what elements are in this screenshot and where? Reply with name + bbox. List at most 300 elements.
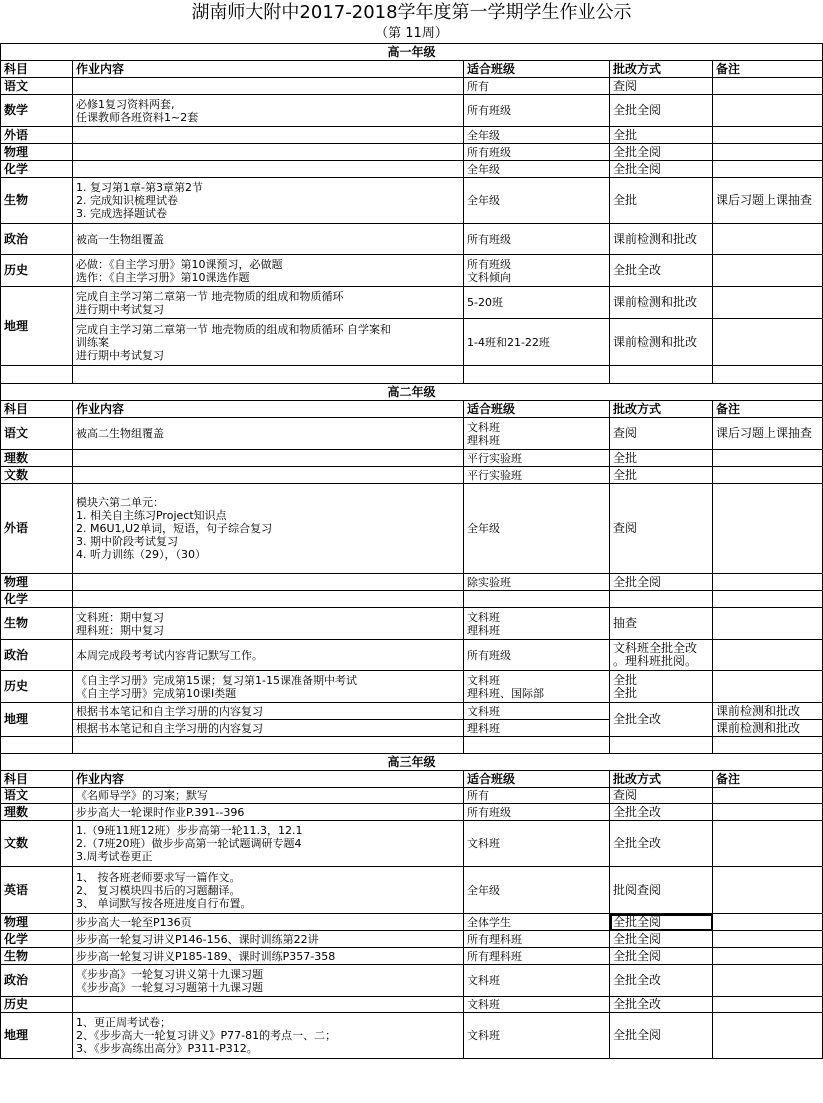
subject-cell-line: 生物 xyxy=(4,948,29,963)
method-cell-line: 全批 xyxy=(613,193,638,207)
subject-cell xyxy=(1,591,73,608)
notes-cell xyxy=(713,224,823,255)
subject-cell xyxy=(1,804,73,821)
week-subtitle: （第 11周） xyxy=(375,26,448,41)
classes-cell-line: 全年级 xyxy=(467,194,500,207)
content-cell xyxy=(73,867,464,914)
table-row xyxy=(1,418,823,450)
classes-cell-line: 1-4班和21-22班 xyxy=(467,335,550,349)
content-cell xyxy=(73,608,464,640)
method-cell-line: 全批全改 xyxy=(613,804,662,819)
homework-table xyxy=(0,43,823,1059)
subject-cell xyxy=(1,95,73,127)
column-header-row xyxy=(1,771,823,788)
notes-cell-line: 课后习题上课抽查 xyxy=(716,193,813,207)
content-cell xyxy=(73,671,464,703)
notes-cell xyxy=(713,671,823,703)
content-cell xyxy=(73,178,464,224)
col-content xyxy=(73,771,464,788)
subject-cell xyxy=(1,467,73,484)
method-cell xyxy=(610,574,713,591)
subject-cell xyxy=(1,914,73,931)
method-cell-line: 文科班全批全改 xyxy=(613,641,698,655)
subject-cell-line: 生物 xyxy=(4,616,29,630)
grade-header-row xyxy=(1,44,823,61)
classes-cell xyxy=(464,1013,610,1059)
classes-cell xyxy=(464,78,610,95)
col-notes-line: 备注 xyxy=(716,771,741,786)
method-cell-line: 全批全阅 xyxy=(613,161,662,176)
content-cell-line: 3. 期中阶段考试复习 xyxy=(76,535,178,548)
content-cell-line: 3. 完成选择题试卷 xyxy=(76,207,167,220)
classes-cell xyxy=(464,997,610,1013)
content-cell xyxy=(73,965,464,997)
classes-cell-line: 所有班级 xyxy=(467,104,511,117)
table-row xyxy=(1,867,823,914)
content-cell xyxy=(73,127,464,144)
blank-cell xyxy=(464,737,610,754)
method-cell xyxy=(610,914,713,931)
subject-cell xyxy=(1,608,73,640)
classes-cell xyxy=(464,418,610,450)
content-cell xyxy=(73,720,464,737)
method-cell-line: 全批全改 xyxy=(613,263,662,277)
method-cell-line: 。理科班批阅。 xyxy=(613,654,698,668)
content-cell xyxy=(73,287,464,319)
content-cell xyxy=(73,1013,464,1059)
method-cell-line: 全批全阅 xyxy=(613,948,662,963)
classes-cell-line: 所有 xyxy=(467,79,489,93)
blank-row xyxy=(1,737,823,754)
method-cell xyxy=(610,144,713,161)
grade-title-line: 高二年级 xyxy=(387,384,436,399)
classes-cell-line: 平行实验班 xyxy=(467,468,522,482)
col-subject-line: 科目 xyxy=(4,401,29,416)
notes-cell xyxy=(713,591,823,608)
method-cell-line: 课前检测和批改 xyxy=(613,295,698,309)
subject-cell xyxy=(1,450,73,467)
notes-cell xyxy=(713,867,823,914)
subject-cell-line: 理数 xyxy=(4,450,29,465)
col-classes xyxy=(464,401,610,418)
method-cell xyxy=(610,178,713,224)
classes-cell-line: 理科班 xyxy=(467,623,500,637)
subject-cell xyxy=(1,703,73,737)
col-subject xyxy=(1,61,73,78)
table-row xyxy=(1,95,823,127)
notes-cell xyxy=(713,450,823,467)
column-header-row xyxy=(1,61,823,78)
subject-cell-line: 物理 xyxy=(4,144,29,159)
table-row xyxy=(1,788,823,804)
subject-cell-line: 化学 xyxy=(4,161,29,176)
notes-cell xyxy=(713,997,823,1013)
notes-cell xyxy=(713,608,823,640)
classes-cell xyxy=(464,671,610,703)
content-cell xyxy=(73,931,464,948)
subject-cell-line: 化学 xyxy=(4,591,29,606)
table-row xyxy=(1,287,823,319)
table-row xyxy=(1,319,823,366)
grade-title xyxy=(1,384,823,401)
classes-cell-line: 理科班 xyxy=(467,433,500,447)
classes-cell-line: 全年级 xyxy=(467,162,500,176)
table-row xyxy=(1,804,823,821)
table-row xyxy=(1,671,823,703)
content-cell-line: 根据书本笔记和自主学习册的内容复习 xyxy=(76,721,263,735)
classes-cell xyxy=(464,788,610,804)
notes-cell xyxy=(713,804,823,821)
method-cell xyxy=(610,224,713,255)
method-cell xyxy=(610,703,713,737)
classes-cell xyxy=(464,914,610,931)
content-cell xyxy=(73,484,464,574)
content-cell xyxy=(73,319,464,366)
subject-cell-line: 政治 xyxy=(4,973,29,987)
classes-cell-line: 文科班 xyxy=(467,837,500,850)
classes-cell-line: 所有班级 xyxy=(467,648,511,662)
classes-cell xyxy=(464,144,610,161)
notes-cell xyxy=(713,914,823,931)
classes-cell-line: 全年级 xyxy=(467,128,500,142)
content-cell-line: 根据书本笔记和自主学习册的内容复习 xyxy=(76,704,263,718)
blank-row xyxy=(1,366,823,384)
table-row xyxy=(1,948,823,965)
col-notes xyxy=(713,771,823,788)
notes-cell xyxy=(713,720,823,737)
table-row xyxy=(1,608,823,640)
method-cell xyxy=(610,78,713,95)
method-cell-line: 全批 xyxy=(613,127,638,142)
content-cell-line: 完成自主学习第二章第一节 地壳物质的组成和物质循环 自学案和 xyxy=(76,322,391,336)
content-cell xyxy=(73,591,464,608)
content-cell xyxy=(73,224,464,255)
notes-cell xyxy=(713,574,823,591)
content-cell xyxy=(73,574,464,591)
content-cell xyxy=(73,640,464,671)
col-subject xyxy=(1,401,73,418)
subject-cell xyxy=(1,418,73,450)
classes-cell-line: 5-20班 xyxy=(467,296,503,309)
subject-cell xyxy=(1,997,73,1013)
grade-title xyxy=(1,754,823,771)
subject-cell-line: 生物 xyxy=(4,193,29,207)
content-cell xyxy=(73,467,464,484)
classes-cell xyxy=(464,127,610,144)
content-cell-line: 《自主学习册》完成第10课Ⅰ类题 xyxy=(76,686,237,700)
classes-cell-line: 所有 xyxy=(467,789,489,802)
method-cell-line: 查阅 xyxy=(613,426,638,440)
grade-title-line: 高三年级 xyxy=(387,754,436,769)
col-classes-line: 适合班级 xyxy=(467,401,516,416)
method-cell-line: 全批 xyxy=(613,467,638,482)
subject-cell-line: 物理 xyxy=(4,574,29,589)
content-cell-line: 必修1复习资料两套, xyxy=(76,97,175,111)
col-subject-line: 科目 xyxy=(4,61,29,76)
content-cell-line: 1、更正周考试卷； xyxy=(76,1016,171,1029)
col-content xyxy=(73,61,464,78)
table-row xyxy=(1,640,823,671)
notes-cell-line: 课前检测和批改 xyxy=(716,703,801,718)
column-header-row xyxy=(1,401,823,418)
col-method-line: 批改方式 xyxy=(613,401,662,416)
blank-cell xyxy=(73,737,464,754)
subject-cell xyxy=(1,574,73,591)
content-cell-line: 必做：《自主学习册》第10课预习，必做题 xyxy=(76,257,283,271)
table-row xyxy=(1,965,823,997)
method-cell-line: 全批全改 xyxy=(613,997,662,1011)
table-row xyxy=(1,703,823,720)
col-content-line: 作业内容 xyxy=(76,401,125,416)
subject-cell-line: 理数 xyxy=(4,804,29,819)
classes-cell-line: 文科班 xyxy=(467,420,500,434)
subject-cell-line: 语文 xyxy=(4,78,29,93)
notes-cell xyxy=(713,178,823,224)
content-cell xyxy=(73,78,464,95)
subject-cell xyxy=(1,671,73,703)
grade-title-line: 高一年级 xyxy=(387,44,436,59)
content-cell xyxy=(73,450,464,467)
subject-cell xyxy=(1,127,73,144)
notes-cell xyxy=(713,161,823,178)
table-row xyxy=(1,78,823,95)
content-cell-line: 进行期中考试复习 xyxy=(76,302,164,316)
method-cell xyxy=(610,671,713,703)
method-cell-line: 全批全阅 xyxy=(613,144,662,159)
table-row xyxy=(1,591,823,608)
col-notes xyxy=(713,61,823,78)
classes-cell xyxy=(464,161,610,178)
classes-cell-line: 文科班 xyxy=(467,998,500,1011)
notes-cell-line: 课前检测和批改 xyxy=(716,720,801,735)
content-cell-line: 步步高一轮复习讲义P185-189、课时训练P357-358 xyxy=(76,949,336,963)
classes-cell-line: 全体学生 xyxy=(467,915,511,929)
method-cell xyxy=(610,319,713,366)
method-cell-line: 全批全阅 xyxy=(613,914,662,929)
method-cell-line: 全批全改 xyxy=(613,712,662,726)
blank-cell xyxy=(610,366,713,384)
method-cell xyxy=(610,1013,713,1059)
method-cell xyxy=(610,640,713,671)
classes-cell xyxy=(464,224,610,255)
content-cell-line: 2.（7班20班）做步步高第一轮试题调研专题4 xyxy=(76,837,302,850)
table-row xyxy=(1,484,823,574)
content-cell-line: 2. 完成知识梳理试卷 xyxy=(76,194,178,207)
classes-cell xyxy=(464,467,610,484)
method-cell xyxy=(610,287,713,319)
notes-cell xyxy=(713,703,823,720)
classes-cell xyxy=(464,640,610,671)
subject-cell xyxy=(1,78,73,95)
method-cell-line: 全批全阅 xyxy=(613,574,662,589)
content-cell-line: 3、 单词默写按各班进度自行布置。 xyxy=(76,896,252,910)
classes-cell-line: 文科班 xyxy=(467,610,500,624)
table-row xyxy=(1,467,823,484)
content-cell-line: 选作：《自主学习册》第10课选作题 xyxy=(76,270,250,284)
blank-cell xyxy=(713,366,823,384)
method-cell xyxy=(610,418,713,450)
notes-cell xyxy=(713,287,823,319)
classes-cell xyxy=(464,608,610,640)
subject-cell-line: 文数 xyxy=(4,467,29,482)
subject-cell xyxy=(1,640,73,671)
classes-cell-line: 平行实验班 xyxy=(467,451,522,465)
subject-cell-line: 语文 xyxy=(4,426,29,440)
classes-cell xyxy=(464,287,610,319)
table-row xyxy=(1,1013,823,1059)
content-cell-line: 1. 相关自主练习Project知识点 xyxy=(76,509,227,522)
content-cell-line: 被高一生物组覆盖 xyxy=(76,232,164,246)
subject-cell-line: 地理 xyxy=(4,318,29,333)
method-cell xyxy=(610,484,713,574)
method-cell-line: 全批全改 xyxy=(613,973,662,987)
table-row xyxy=(1,450,823,467)
notes-cell xyxy=(713,255,823,287)
notes-cell xyxy=(713,965,823,997)
notes-cell xyxy=(713,467,823,484)
subject-cell xyxy=(1,144,73,161)
classes-cell xyxy=(464,319,610,366)
content-cell-line: 《名师导学》的习案；默写 xyxy=(76,789,208,802)
subject-cell xyxy=(1,788,73,804)
subject-cell-line: 政治 xyxy=(4,231,29,246)
col-method xyxy=(610,61,713,78)
subject-cell-line: 外语 xyxy=(4,521,29,535)
content-cell xyxy=(73,804,464,821)
content-cell xyxy=(73,948,464,965)
method-cell-line: 查阅 xyxy=(613,78,638,93)
subject-cell-line: 物理 xyxy=(4,914,29,929)
subject-cell xyxy=(1,161,73,178)
classes-cell xyxy=(464,931,610,948)
notes-cell xyxy=(713,788,823,804)
table-row xyxy=(1,821,823,867)
content-cell xyxy=(73,95,464,127)
method-cell-line: 全批全改 xyxy=(613,836,662,850)
notes-cell xyxy=(713,144,823,161)
col-content-line: 作业内容 xyxy=(76,771,125,786)
col-method xyxy=(610,771,713,788)
notes-cell xyxy=(713,931,823,948)
content-cell xyxy=(73,914,464,931)
notes-cell xyxy=(713,484,823,574)
notes-cell xyxy=(713,127,823,144)
col-method-line: 批改方式 xyxy=(613,61,662,76)
grade-title xyxy=(1,44,823,61)
method-cell xyxy=(610,95,713,127)
content-cell xyxy=(73,255,464,287)
notes-cell xyxy=(713,948,823,965)
notes-cell xyxy=(713,821,823,867)
method-cell-line: 全批 xyxy=(613,450,638,465)
method-cell xyxy=(610,161,713,178)
col-notes-line: 备注 xyxy=(716,61,741,76)
classes-cell-line: 所有班级 xyxy=(467,805,511,819)
content-cell-line: 理科班：期中复习 xyxy=(76,623,164,637)
table-row xyxy=(1,178,823,224)
grade-header-row xyxy=(1,754,823,771)
classes-cell xyxy=(464,95,610,127)
table-row xyxy=(1,144,823,161)
method-cell xyxy=(610,450,713,467)
subject-cell xyxy=(1,948,73,965)
classes-cell-line: 文科班 xyxy=(467,673,500,687)
method-cell xyxy=(610,127,713,144)
subject-cell xyxy=(1,178,73,224)
subject-cell-line: 政治 xyxy=(4,647,29,662)
content-cell-line: 完成自主学习第二章第一节 地壳物质的组成和物质循环 xyxy=(76,289,344,303)
method-cell-line: 课前检测和批改 xyxy=(613,231,698,246)
content-cell xyxy=(73,144,464,161)
grade-header-row xyxy=(1,384,823,401)
method-cell xyxy=(610,931,713,948)
method-cell xyxy=(610,997,713,1013)
subject-cell-line: 历史 xyxy=(4,997,29,1011)
subject-cell-line: 文数 xyxy=(4,836,29,850)
table-row xyxy=(1,931,823,948)
subject-cell-line: 数学 xyxy=(4,103,29,117)
table-row xyxy=(1,574,823,591)
notes-cell xyxy=(713,1013,823,1059)
classes-cell-line: 全年级 xyxy=(467,522,500,535)
classes-cell xyxy=(464,178,610,224)
method-cell-line: 查阅 xyxy=(613,788,638,802)
subject-cell xyxy=(1,1013,73,1059)
classes-cell-line: 所有理科班 xyxy=(467,932,522,946)
method-cell xyxy=(610,591,713,608)
subject-cell-line: 历史 xyxy=(4,679,29,693)
subject-cell xyxy=(1,821,73,867)
subject-cell xyxy=(1,867,73,914)
content-cell xyxy=(73,997,464,1013)
content-cell-line: 步步高一轮复习讲义P146-156、课时训练第22讲 xyxy=(76,932,319,946)
table-row xyxy=(1,997,823,1013)
subject-cell-line: 地理 xyxy=(4,1028,29,1042)
classes-cell-line: 所有班级 xyxy=(467,257,511,271)
classes-cell xyxy=(464,948,610,965)
page-title: 湖南师大附中2017-2018学年度第一学期学生作业公示 xyxy=(191,2,632,23)
col-classes xyxy=(464,61,610,78)
method-cell-line: 全批全阅 xyxy=(613,1028,662,1042)
col-method xyxy=(610,401,713,418)
method-cell xyxy=(610,255,713,287)
col-content xyxy=(73,401,464,418)
method-cell-line: 抽查 xyxy=(613,616,638,630)
classes-cell-line: 所有班级 xyxy=(467,145,511,159)
subject-cell xyxy=(1,931,73,948)
classes-cell xyxy=(464,821,610,867)
classes-cell xyxy=(464,484,610,574)
method-cell-line: 查阅 xyxy=(613,521,638,535)
subject-cell xyxy=(1,224,73,255)
content-cell-line: 2、《步步高大一轮复习讲义》P77-81的考点一、二； xyxy=(76,1029,337,1042)
classes-cell-line: 文科班 xyxy=(467,1029,500,1042)
content-cell-line: 4. 听力训练（29），（30） xyxy=(76,548,206,561)
method-cell xyxy=(610,867,713,914)
classes-cell xyxy=(464,574,610,591)
content-cell-line: 3.周考试卷更正 xyxy=(76,850,153,863)
subject-cell-line: 地理 xyxy=(4,712,29,726)
subject-cell-line: 化学 xyxy=(4,931,29,946)
content-cell-line: 任课教师各班资料1~2套 xyxy=(76,110,199,124)
method-cell xyxy=(610,965,713,997)
method-cell-line: 全批 xyxy=(613,672,638,687)
classes-cell xyxy=(464,804,610,821)
content-cell-line: 《步步高》一轮复习讲义第十九课习题 xyxy=(76,967,263,981)
table-row xyxy=(1,255,823,287)
blank-cell xyxy=(73,366,464,384)
content-cell-line: 3、《步步高练出高分》P311-P312。 xyxy=(76,1042,258,1055)
